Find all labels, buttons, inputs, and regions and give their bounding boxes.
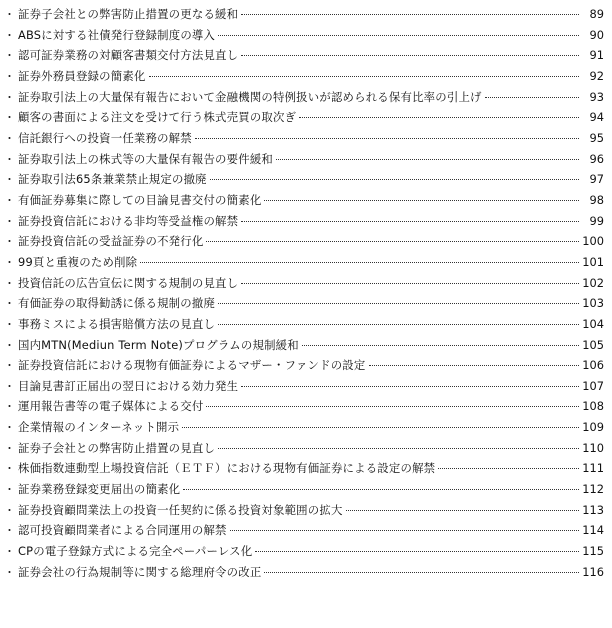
page-number: 111 [582,461,604,476]
page-number: 104 [582,316,604,331]
entry-title: 証券投資信託における現物有価証券によるマザー・ファンドの設定 [18,358,366,373]
toc-entry [4,458,604,479]
dot-leader [241,14,579,15]
dot-leader [241,221,579,222]
dot-leader [218,324,579,325]
page-number: 103 [582,296,604,311]
dot-leader [195,138,579,139]
page-number: 91 [589,48,604,63]
bullet-icon: ・ [4,235,15,249]
bullet-icon: ・ [4,193,15,207]
page-number: 101 [582,254,604,269]
bullet-icon: ・ [4,152,15,166]
dot-leader [485,97,579,98]
bullet-icon: ・ [4,462,15,476]
bullet-icon: ・ [4,441,15,455]
toc-entry [4,355,604,376]
page-number: 89 [589,7,604,21]
dot-leader [241,283,579,284]
dot-leader [218,448,579,449]
entry-title: 有価証券の取得勧誘に係る規制の撤廃 [18,296,216,311]
toc-entry [4,45,604,66]
bullet-icon: ・ [4,379,15,393]
page-number: 99 [589,213,604,228]
toc-entry [4,273,604,294]
bullet-icon: ・ [4,524,15,538]
bullet-icon: ・ [4,400,15,414]
dot-leader [241,55,579,56]
bullet-icon: ・ [4,111,15,125]
bullet-icon: ・ [4,483,15,497]
dot-leader [218,35,579,36]
dot-leader [438,468,579,469]
page-number: 102 [582,275,604,290]
entry-title: ABSに対する社債発行登録制度の導入 [18,27,216,42]
page-number: 96 [589,151,604,166]
bullet-icon: ・ [4,255,15,269]
page-number: 95 [589,130,604,145]
page-number: 108 [582,399,604,414]
bullet-icon: ・ [4,173,15,187]
toc-entry [4,479,604,500]
toc-entry [4,190,604,211]
bullet-icon: ・ [4,276,15,290]
page-number: 114 [582,523,604,538]
dot-leader [149,76,580,77]
entry-title: 99頁と重複のため削除 [18,254,138,269]
toc-entry [4,231,604,252]
entry-title: 証券投資信託の受益証券の不発行化 [18,234,204,249]
bullet-icon: ・ [4,8,15,21]
dot-leader [264,200,579,201]
toc-entry [4,107,604,128]
entry-title: 目論見書訂正届出の翌日における効力発生 [18,378,239,393]
page-number: 116 [582,564,604,579]
bullet-icon: ・ [4,131,15,145]
dot-leader [276,159,579,160]
bullet-icon: ・ [4,545,15,559]
page-number: 100 [582,234,604,249]
entry-title: 証券取引法上の大量保有報告において金融機関の特例扱いが認められる保有比率の引上げ [18,89,482,104]
entry-title: 企業情報のインターネット開示 [18,420,180,435]
dot-leader [218,303,579,304]
entry-title: 証券子会社との弊害防止措置の見直し [18,440,216,455]
entry-title: 有価証券募集に際しての目論見書交付の簡素化 [18,192,262,207]
dot-leader [302,345,579,346]
toc-entry [4,66,604,87]
toc-entry [4,4,604,25]
dot-leader [264,572,579,573]
page-number: 113 [582,502,604,517]
dot-leader [206,406,579,407]
toc-entry [4,25,604,46]
toc-entry [4,128,604,149]
page-number: 115 [582,544,604,559]
toc-entry [4,520,604,541]
dot-leader [183,489,579,490]
page-number: 110 [582,440,604,455]
page-number: 112 [582,482,604,497]
entry-title: 顧客の書面による注文を受けて行う株式売買の取次ぎ [18,110,297,125]
toc-entry [4,396,604,417]
dot-leader [299,117,579,118]
page-number: 94 [589,110,604,125]
page-number: 90 [589,27,604,42]
dot-leader [206,241,579,242]
bullet-icon: ・ [4,69,15,83]
bullet-icon: ・ [4,338,15,352]
entry-title: 運用報告書等の電子媒体による交付 [18,399,204,414]
toc-entry [4,438,604,459]
toc-entry [4,541,604,562]
bullet-icon: ・ [4,28,15,42]
page-number: 109 [582,420,604,435]
toc-entry [4,169,604,190]
dot-leader [241,386,579,387]
dot-leader [140,262,579,263]
entry-title: 認可投資顧問業者による合同運用の解禁 [18,523,227,538]
toc-entry [4,562,604,583]
bullet-icon: ・ [4,317,15,331]
entry-title: 証券会社の行為規制等に関する総理府令の改正 [18,564,262,579]
entry-title: 証券取引法上の株式等の大量保有報告の要件緩和 [18,151,273,166]
entry-title: 証券子会社との弊害防止措置の更なる緩和 [18,7,239,21]
dot-leader [230,530,579,531]
toc-entry [4,314,604,335]
bullet-icon: ・ [4,421,15,435]
entry-title: 株価指数連動型上場投資信託（ＥＴＦ）における現物有価証券による設定の解禁 [18,461,436,476]
entry-title: 証券投資顧問業法上の投資一任契約に係る投資対象範囲の拡大 [18,502,343,517]
entry-title: 証券業務登録変更届出の簡素化 [18,482,181,497]
page-number: 105 [582,337,604,352]
entry-title: 国内MTN(Mediun Term Note)プログラムの規制緩和 [18,337,299,352]
page-number: 92 [589,68,604,83]
dot-leader [346,510,579,511]
entry-title: 証券外務員登録の簡素化 [18,68,146,83]
toc-entry [4,252,604,273]
page-number: 107 [582,378,604,393]
entry-title: 投資信託の広告宣伝に関する規制の見直し [18,275,239,290]
bullet-icon: ・ [4,565,15,579]
dot-leader [210,179,579,180]
toc-entry [4,293,604,314]
entry-title: 証券投資信託における非均等受益権の解禁 [18,213,239,228]
toc-entry [4,335,604,356]
page-number: 93 [589,89,604,104]
toc-entry [4,376,604,397]
entry-title: 認可証券業務の対顧客書類交付方法見直し [18,48,239,63]
toc-entry [4,211,604,232]
dot-leader [369,365,580,366]
dot-leader [182,427,579,428]
toc-entry [4,149,604,170]
entry-title: CPの電子登録方式による完全ペーパーレス化 [18,544,253,559]
bullet-icon: ・ [4,359,15,373]
page-number: 106 [582,358,604,373]
bullet-icon: ・ [4,49,15,63]
toc-entry [4,500,604,521]
bullet-icon: ・ [4,297,15,311]
toc-entry [4,417,604,438]
entry-title: 証券取引法65条兼業禁止規定の撤廃 [18,172,207,187]
entry-title: 事務ミスによる損害賠償方法の見直し [18,316,216,331]
page-number: 97 [589,172,604,187]
bullet-icon: ・ [4,90,15,104]
entry-title: 信託銀行への投資一任業務の解禁 [18,130,192,145]
toc-entry [4,87,604,108]
bullet-icon: ・ [4,214,15,228]
dot-leader [255,551,579,552]
page-number: 98 [589,192,604,207]
bullet-icon: ・ [4,503,15,517]
table-of-contents [4,4,604,582]
